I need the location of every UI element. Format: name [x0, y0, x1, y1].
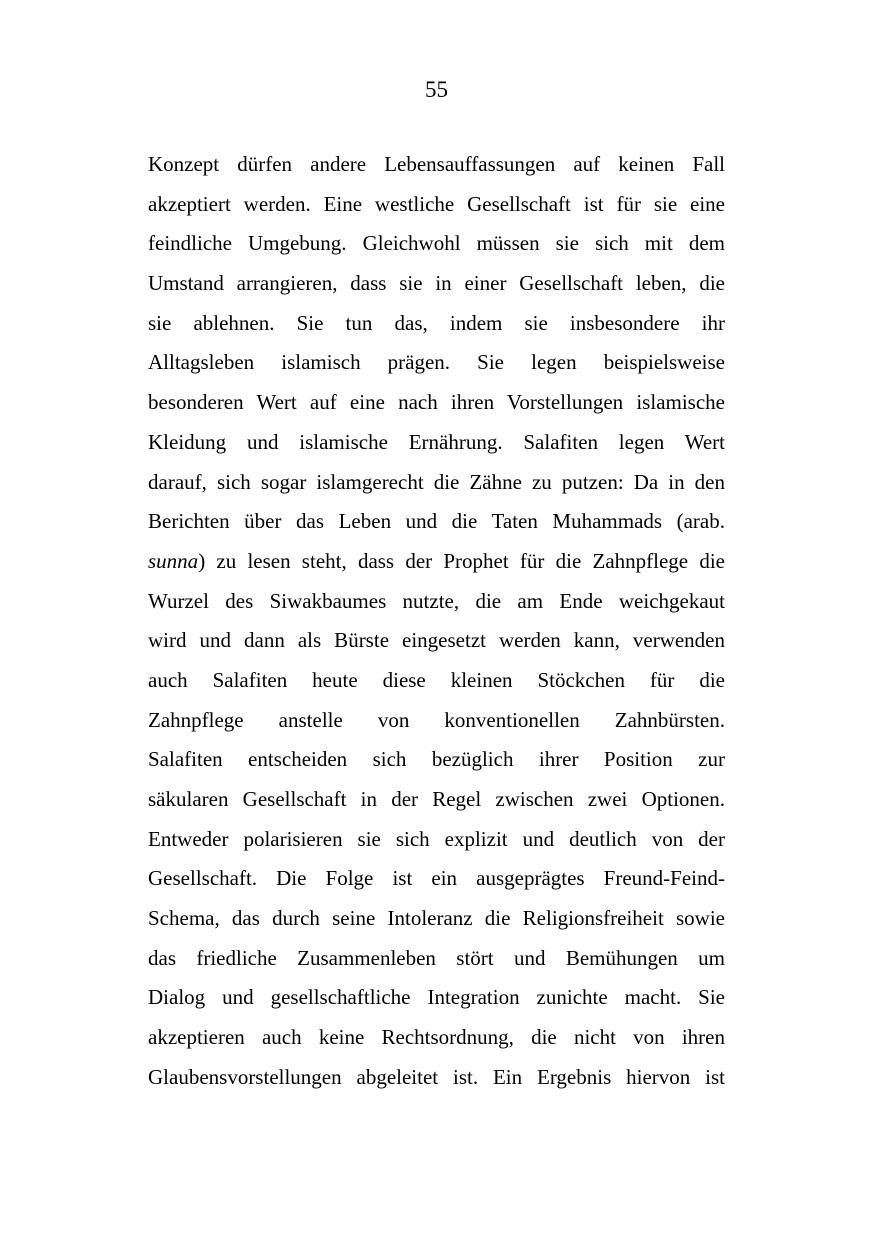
text-line: Konzept dürfen andere Lebensauffassungen auf keinen Fall [148, 152, 725, 176]
italic-term: sunna [148, 548, 199, 573]
text-line-with-italic [148, 542, 725, 582]
page-number: 55 [425, 77, 448, 102]
text-line: darauf, sich sogar islamgerecht die Zähne zu putzen: Da in den [148, 469, 725, 494]
text-line: das friedliche Zusammenleben stört und Bemühungen um [148, 945, 725, 970]
text-line: Dialog und gesellschaftliche Integration zunichte macht. Sie [148, 985, 725, 1010]
text-line: besonderen Wert auf eine nach ihren Vorstellungen islamische [148, 390, 725, 415]
text-line: Berichten über das Leben und die Taten Muhammads (arab. [148, 509, 725, 534]
text-line: feindliche Umgebung. Gleichwohl müssen sie sich mit dem [148, 231, 725, 256]
text-line-rest: ) zu lesen steht, dass der Prophet für die Zahnpflege die [198, 548, 725, 573]
text-line: säkularen Gesellschaft in der Regel zwischen zwei Optionen. [148, 787, 725, 811]
text-line: Salafiten entscheiden sich bezüglich ihrer Position zur [148, 747, 725, 772]
text-line: sie ablehnen. Sie tun das, indem sie insbesondere ihr [148, 310, 725, 335]
text-line: akzeptieren auch keine Rechtsordnung, die nicht von ihren [148, 1025, 725, 1050]
text-line: Umstand arrangieren, dass sie in einer Gesellschaft leben, die [148, 271, 725, 296]
text-line: auch Salafiten heute diese kleinen Stöckchen für die [148, 667, 725, 692]
text-line: wird und dann als Bürste eingesetzt werden kann, verwenden [148, 628, 725, 653]
body-text [148, 145, 725, 1098]
text-line: Gesellschaft. Die Folge ist ein ausgeprägtes Freund-Feind- [148, 866, 725, 891]
text-line: Zahnpflege anstelle von konventionellen Zahnbürsten. [148, 707, 725, 732]
text-line: Schema, das durch seine Intoleranz die Religionsfreiheit sowie [148, 906, 725, 931]
text-line: Kleidung und islamische Ernährung. Salafiten legen Wert [148, 429, 725, 454]
text-line: Entweder polarisieren sie sich explizit und deutlich von der [148, 826, 725, 851]
text-line: akzeptiert werden. Eine westliche Gesellschaft ist für sie eine [148, 191, 725, 216]
text-line: Glaubensvorstellungen abgeleitet ist. Ein Ergebnis hiervon ist [148, 1064, 725, 1089]
text-line: Alltagsleben islamisch prägen. Sie legen beispielsweise [148, 350, 725, 375]
text-line: Wurzel des Siwakbaumes nutzte, die am Ende weichgekaut [148, 588, 725, 613]
